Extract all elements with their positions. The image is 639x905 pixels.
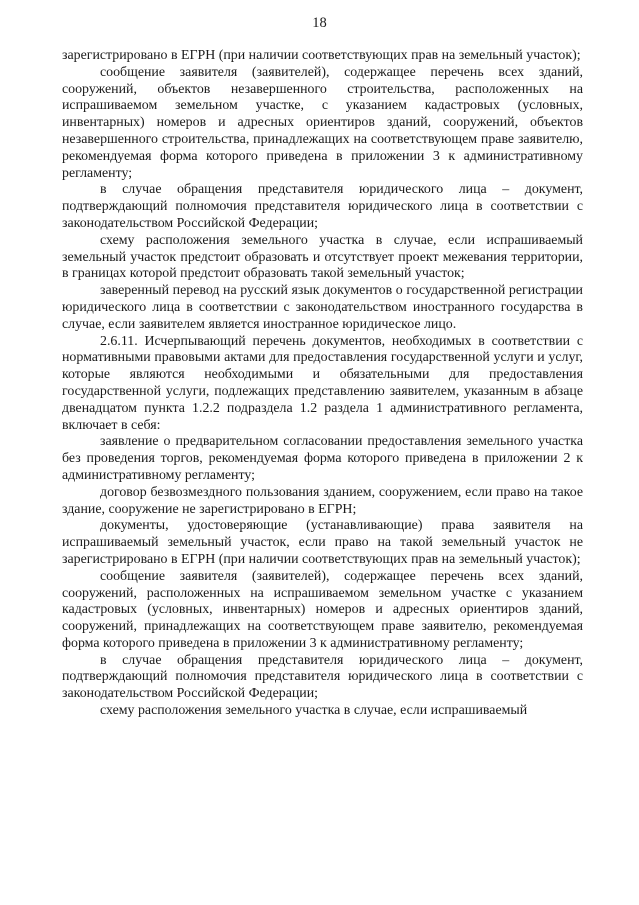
paragraph: заявление о предварительном согласовании предоставления земельного участка без проведения торгов, рекомендуемая форма которого приведена в приложении 2 к административному регламенту; [62, 434, 583, 483]
paragraph: сообщение заявителя (заявителей), содержащее перечень всех зданий, сооружений, расположенных на испрашиваемом земельном участке с указанием кадастровых (условных, инвентарных) номеров и адресных ориентиров зданий, сооружений, принадлежащих на соответствующем праве заявителю, рекомендуемая форма которого приведена в приложении 3 к административному регламенту; [62, 568, 583, 651]
paragraph: договор безвозмездного пользования зданием, сооружением, если право на такое здание, сооружение не зарегистрировано в ЕГРН; [62, 484, 583, 517]
document-body [62, 48, 583, 720]
paragraph: схему расположения земельного участка в случае, если испрашиваемый земельный участок предстоит образовать и отсутствует проект межевания территории, в границах которой предстоит образовать такой земельный участок; [62, 232, 583, 282]
paragraph: документы, удостоверяющие (устанавливающие) права заявителя на испрашиваемый земельный участок, если право на такой земельный участок не зарегистрировано в ЕГРН (при наличии соответствующих прав на земельный участок); [62, 518, 583, 567]
paragraph: зарегистрировано в ЕГРН (при наличии соответствующих прав на земельный участок); [62, 48, 581, 63]
paragraph: схему расположения земельного участка в случае, если испрашиваемый [100, 703, 528, 719]
paragraph-section-2-6-11: 2.6.11. Исчерпывающий перечень документов, необходимых в соответствии с нормативными правовыми актами для предоставления государственной услуги и услуг, которые являются необходимыми и обязательными для предоставления государственной услуги, подлежащих представлению заявителем, указанным в абзаце двенадцатом пункта 1.2.2 подраздела 1.2 раздела 1 административного регламента, включает в себя: [62, 333, 583, 433]
paragraph: сообщение заявителя (заявителей), содержащее перечень всех зданий, сооружений, объектов незавершенного строительства, расположенных на испрашиваемом земельном участке, с указанием кадастровых (условных, инвентарных) номеров и адресных ориентиров зданий, сооружений, объектов незавершенного строительства, принадлежащих на соответствующем праве заявителю, рекомендуемая форма которого приведена в приложении 3 к административному регламенту; [62, 64, 583, 181]
page-number: 18 [312, 15, 327, 31]
paragraph: в случае обращения представителя юридического лица – документ, подтверждающий полномочия представителя юридического лица в соответствии с законодательством Российской Федерации; [62, 182, 583, 231]
paragraph: заверенный перевод на русский язык документов о государственной регистрации юридического лица в соответствии с законодательством иностранного государства в случае, если заявителем является иностранное юридическое лицо. [62, 283, 583, 332]
paragraph: в случае обращения представителя юридического лица – документ, подтверждающий полномочия представителя юридического лица в соответствии с законодательством Российской Федерации; [62, 652, 583, 702]
